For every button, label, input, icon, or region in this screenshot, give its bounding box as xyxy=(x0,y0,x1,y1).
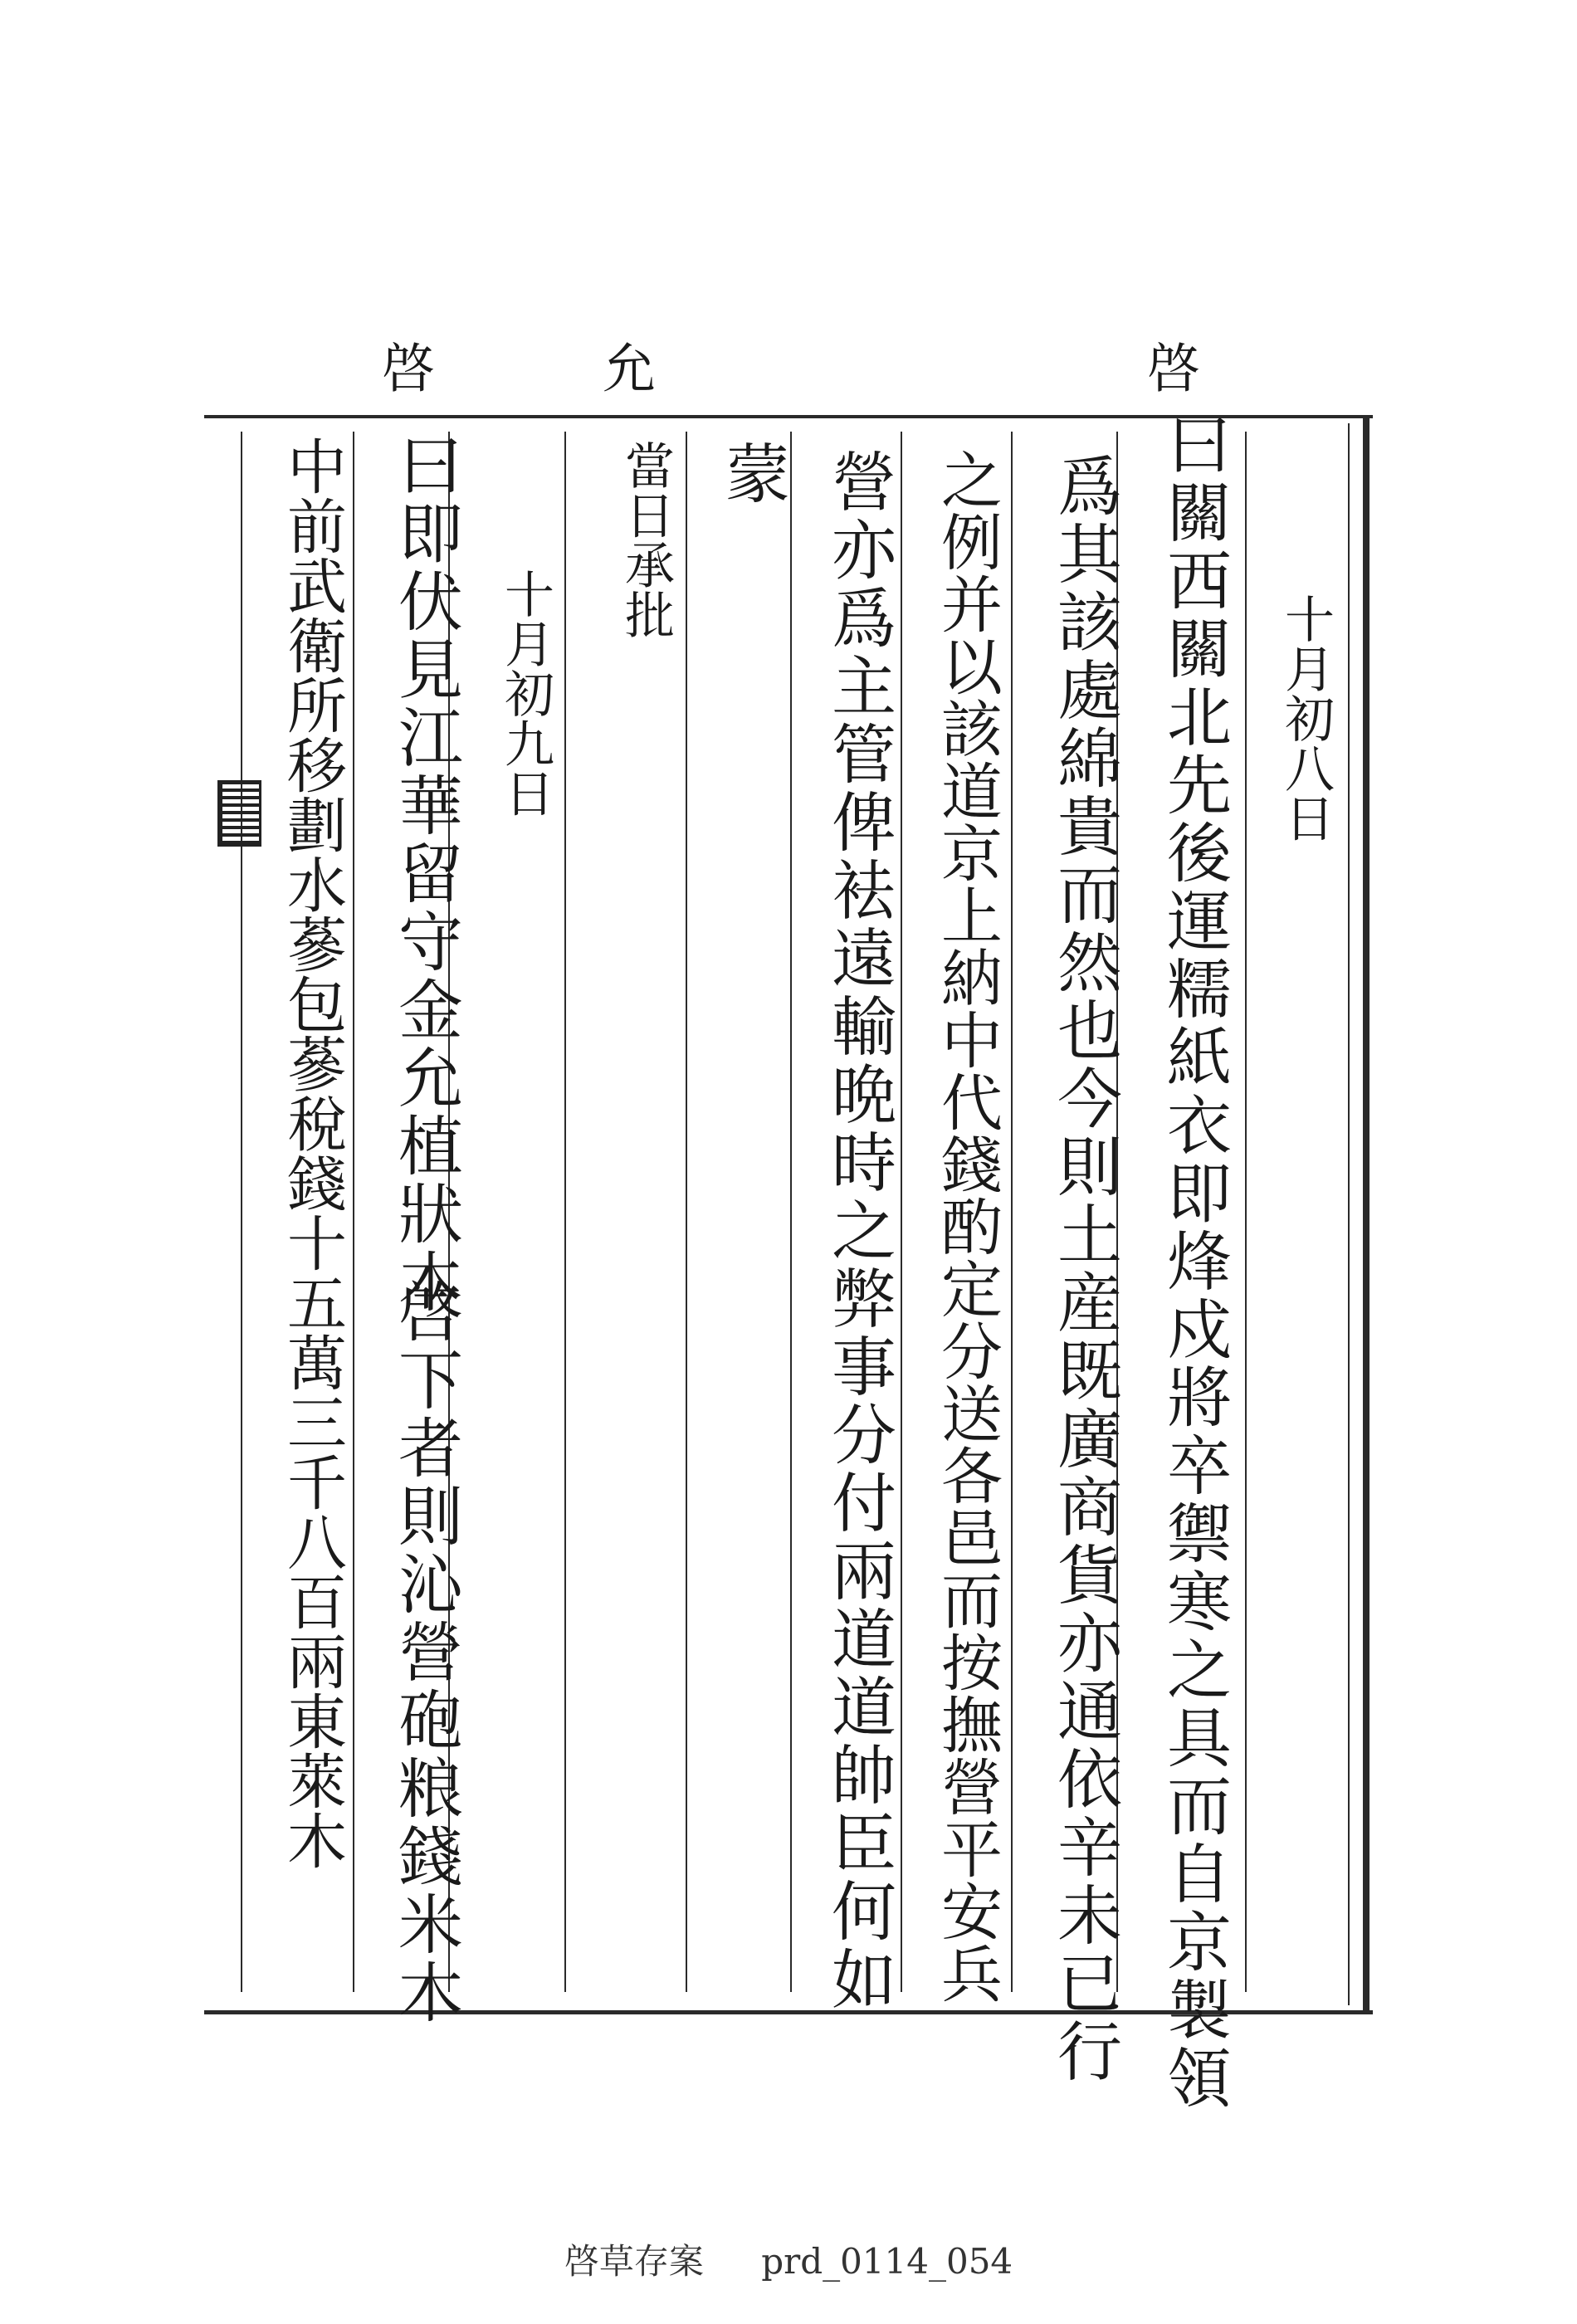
frame-right-inner xyxy=(1348,423,1350,2005)
frame-right-border xyxy=(1363,415,1370,2014)
column-rule xyxy=(1245,432,1247,1992)
header-char-qi-left: 啓 xyxy=(373,340,434,393)
header-char-qi-right: 啓 xyxy=(1138,340,1199,393)
approval-note: 當日承批 xyxy=(617,440,675,639)
seal-mark-icon xyxy=(217,780,261,847)
text-column: 營亦爲主管俾袪遠輸晩時之弊事分付兩道道帥臣何如 xyxy=(821,448,896,2014)
footer-title: 啓草存案 xyxy=(564,2241,704,2282)
text-column: 中前武衛所移劃水蔘包蔘稅錢十五萬三千八百兩東萊木 xyxy=(277,436,347,1870)
text-column: 啓下者則沁營砲粮錢米木 xyxy=(388,1278,462,2027)
header-char-yun: 允 xyxy=(593,340,655,393)
text-column: 曰關西關北先後運糯紙衣即烽戍將卒禦寒之具而自京製領 xyxy=(1156,411,1231,2112)
footer-code: prd_0114_054 xyxy=(761,2241,1013,2282)
text-column: 之例并以該道京上納中代錢酌定分送各邑而按撫營平安兵 xyxy=(931,448,1003,2004)
column-rule xyxy=(790,432,792,1992)
column-rule xyxy=(686,432,687,1992)
column-rule xyxy=(241,432,242,1992)
date-line-oct-9: 十月初九日 xyxy=(496,569,554,818)
column-rule xyxy=(1011,432,1013,1992)
text-column: 蒙 xyxy=(715,440,789,508)
text-column: 曰即伏見江華留守金允植狀本 xyxy=(388,432,462,1316)
column-rule xyxy=(564,432,566,1992)
page-footer xyxy=(0,2234,1577,2284)
date-line-oct-8: 十月初八日 xyxy=(1277,593,1335,842)
text-column: 爲其該處綿貴而然也今則土産既廣商貨亦通依辛未已行 xyxy=(1047,452,1121,2086)
